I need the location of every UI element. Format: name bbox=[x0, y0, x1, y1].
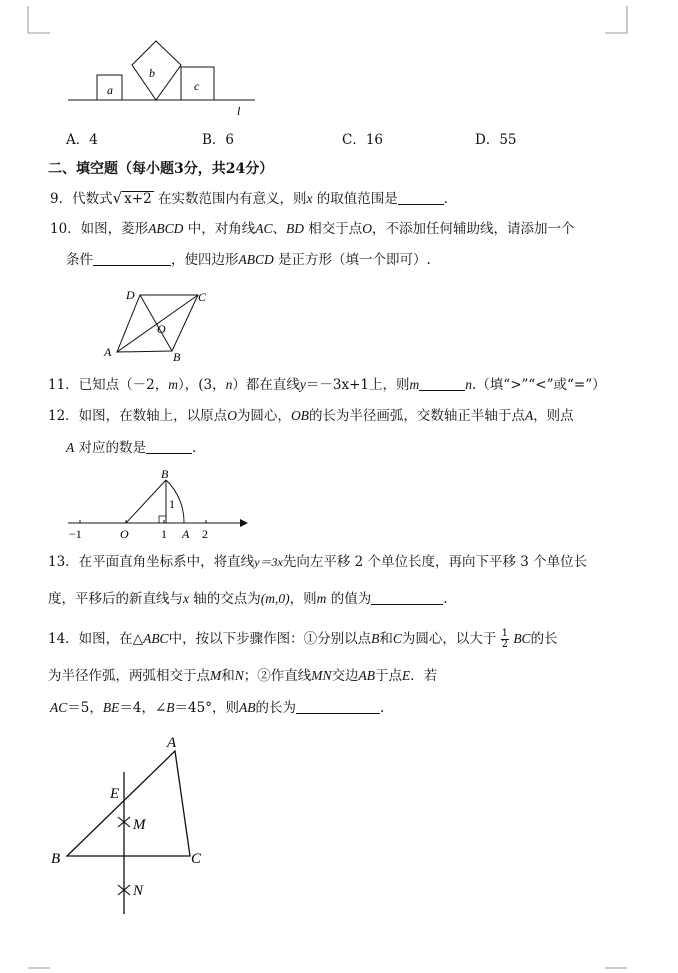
choice-d: D．55 bbox=[475, 132, 517, 148]
label-D: D bbox=[126, 288, 135, 302]
choice-a: A．4 bbox=[66, 132, 98, 148]
label-b: b bbox=[149, 66, 155, 80]
label-O: O bbox=[157, 322, 166, 336]
label-side: 1 bbox=[169, 497, 175, 511]
figure-number-line bbox=[60, 465, 250, 545]
choice-b: B．6 bbox=[202, 132, 235, 148]
question-14-line2: 为半径作弧，两弧相交于点M和N；②作直线MN交边AB于点E．若 bbox=[48, 668, 438, 684]
label-A: A bbox=[167, 735, 177, 751]
label-B: B bbox=[173, 350, 181, 364]
answer-blank-11[interactable] bbox=[419, 376, 465, 391]
label-neg1: −1 bbox=[69, 527, 82, 541]
label-M: M bbox=[133, 817, 146, 833]
answer-blank-13[interactable] bbox=[371, 590, 443, 605]
label-N: N bbox=[133, 883, 144, 899]
question-14-line1: 14．如图，在△ABC中，按以下步骤作图：①分别以点B和C为圆心，以大于 $\frac{1}{2}$ BC的长 bbox=[48, 628, 558, 650]
label-a: a bbox=[107, 83, 113, 97]
label-one: 1 bbox=[161, 527, 167, 541]
answer-blank-9[interactable] bbox=[398, 190, 444, 205]
question-14-line3: AC＝5，BE＝4，∠B＝45°，则AB的长为 . bbox=[50, 700, 385, 716]
section-heading: 二、填空题（每小题3分，共24分） bbox=[48, 161, 274, 177]
label-C: C bbox=[198, 290, 207, 304]
label-B: B bbox=[51, 851, 61, 867]
label-c: c bbox=[194, 79, 200, 93]
answer-blank-10[interactable] bbox=[93, 251, 171, 266]
label-two: 2 bbox=[202, 527, 208, 541]
fraction-half: $\frac{1}{2}$ bbox=[501, 628, 509, 650]
answer-blank-14[interactable] bbox=[296, 699, 380, 714]
question-13-line1: 13．在平面直角坐标系中，将直线y＝3x先向左平移 2 个单位长度，再向下平移 3 个单位长 bbox=[48, 554, 588, 570]
label-C: C bbox=[191, 851, 202, 867]
question-10-line2: 条件 ，使四边形ABCD 是正方形（填一个即可）. bbox=[66, 252, 431, 268]
figure-rhombus bbox=[100, 285, 220, 365]
question-13-line2: 度，平移后的新直线与x 轴的交点为(m,0)，则m 的值为 . bbox=[48, 591, 448, 607]
question-12-line2: A 对应的数是 . bbox=[66, 440, 197, 456]
label-A: A bbox=[182, 527, 190, 541]
question-11: 11．已知点（－2，m），(3，n）都在直线y＝－3x+1上，则m n.（填“>”“<”或“=”） bbox=[48, 377, 606, 393]
label-O: O bbox=[120, 527, 129, 541]
label-B: B bbox=[161, 467, 169, 481]
choice-c: C．16 bbox=[342, 132, 384, 148]
question-9: 9．代数式√ x+2 在实数范围内有意义，则x 的取值范围是 ． bbox=[50, 189, 458, 207]
question-12-line1: 12．如图，在数轴上，以原点O为圆心，OB的长为半径画弧，交数轴正半轴于点A，则点 bbox=[48, 408, 574, 424]
figure-squares bbox=[60, 35, 270, 125]
figure-triangle bbox=[40, 728, 220, 918]
answer-blank-12[interactable] bbox=[146, 439, 192, 454]
label-E: E bbox=[110, 786, 120, 802]
label-A: A bbox=[104, 345, 112, 359]
question-10-line1: 10．如图，菱形ABCD 中，对角线AC、BD 相交于点O，不添加任何辅助线，请添加一个 bbox=[50, 221, 575, 237]
label-l: l bbox=[237, 104, 241, 118]
